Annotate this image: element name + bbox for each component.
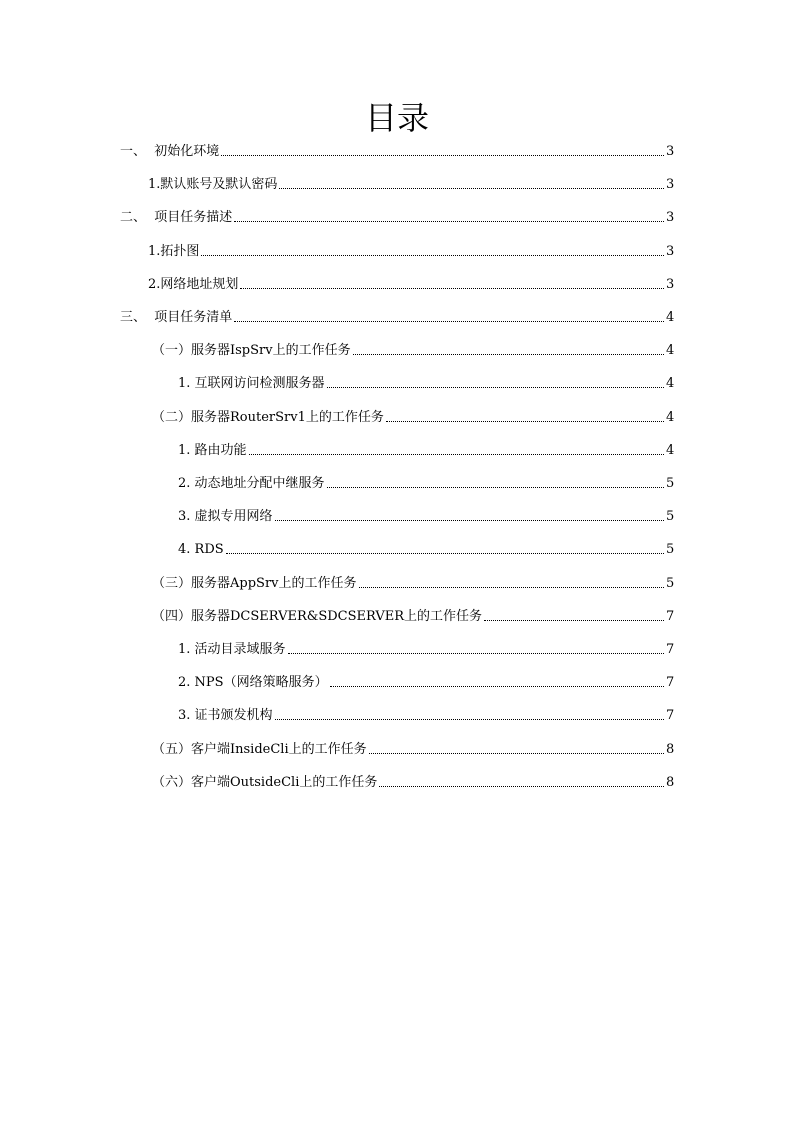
toc-entry-label: （五）客户端InsideCli上的工作任务 (152, 742, 367, 757)
toc-entry-page-number: 4 (666, 443, 675, 458)
toc-entry-label: （六）客户端OutsideCli上的工作任务 (152, 775, 378, 790)
toc-entry-page-number: 4 (666, 410, 675, 425)
toc-entry[interactable] (148, 238, 674, 260)
toc-dot-leader (288, 652, 664, 654)
toc-entry-page-number: 4 (666, 376, 675, 391)
toc-entry-page-number: 3 (666, 244, 675, 259)
toc-dot-leader (327, 486, 664, 488)
toc-entry-label: （四）服务器DCSERVER&SDCSERVER上的工作任务 (152, 609, 482, 624)
toc-entry-page-number: 3 (666, 144, 675, 159)
toc-entry-page-number: 5 (666, 476, 675, 491)
toc-dot-leader (234, 320, 664, 322)
toc-entry[interactable] (148, 171, 674, 193)
toc-entry-page-number: 8 (666, 742, 675, 757)
toc-entry[interactable] (152, 769, 674, 791)
toc-entry-page-number: 4 (666, 310, 675, 325)
toc-dot-leader (379, 785, 664, 787)
toc-dot-leader (275, 519, 664, 521)
toc-entry-label: 1.拓扑图 (148, 244, 200, 259)
toc-dot-leader (279, 187, 664, 189)
toc-entry[interactable] (178, 370, 674, 392)
toc-dot-leader (386, 420, 664, 422)
toc-entry[interactable] (178, 636, 674, 658)
toc-entry-page-number: 7 (666, 708, 675, 723)
toc-dot-leader (221, 154, 664, 156)
toc-entry[interactable] (178, 669, 674, 691)
toc-entry-label: 1. 路由功能 (178, 443, 247, 458)
toc-entry[interactable] (152, 736, 674, 758)
toc-entry-page-number: 8 (666, 775, 675, 790)
toc-entry-label: 2. NPS（网络策略服务） (178, 675, 328, 690)
toc-entry[interactable] (120, 138, 674, 160)
toc-entry[interactable] (152, 404, 674, 426)
toc-entry-page-number: 3 (666, 177, 675, 192)
toc-dot-leader (327, 386, 664, 388)
toc-dot-leader (484, 619, 664, 621)
toc-entry-page-number: 5 (666, 509, 675, 524)
toc-entry[interactable] (178, 702, 674, 724)
toc-entry-page-number: 7 (666, 609, 675, 624)
toc-entry-label: 1. 互联网访问检测服务器 (178, 376, 325, 391)
toc-entry-label: （一）服务器IspSrv上的工作任务 (152, 343, 351, 358)
toc-entry-label: 3. 虚拟专用网络 (178, 509, 273, 524)
toc-entry[interactable] (120, 304, 674, 326)
toc-entry-label: 二、 项目任务描述 (120, 210, 233, 225)
toc-dot-leader (359, 586, 665, 588)
toc-entry[interactable] (178, 470, 674, 492)
toc-entry-label: （二）服务器RouterSrv1上的工作任务 (152, 410, 384, 425)
toc-dot-leader (353, 353, 664, 355)
toc-entry[interactable] (148, 271, 674, 293)
toc-entry-label: （三）服务器AppSrv上的工作任务 (152, 576, 357, 591)
toc-dot-leader (330, 685, 664, 687)
toc-entry-label: 4. RDS (178, 542, 224, 557)
toc-entry-page-number: 3 (666, 210, 675, 225)
toc-entry[interactable] (152, 337, 674, 359)
toc-entry[interactable] (152, 570, 674, 592)
toc-entry-label: 一、 初始化环境 (120, 144, 220, 159)
toc-title: 目录 (364, 99, 429, 137)
toc-entry-label: 3. 证书颁发机构 (178, 708, 273, 723)
toc-entry-page-number: 7 (666, 675, 675, 690)
toc-dot-leader (275, 718, 664, 720)
toc-entry-page-number: 3 (666, 277, 675, 292)
toc-entry-label: 三、 项目任务清单 (120, 310, 233, 325)
toc-entry[interactable] (120, 204, 674, 226)
toc-dot-leader (201, 254, 664, 256)
toc-entry-label: 2. 动态地址分配中继服务 (178, 476, 325, 491)
toc-entry-page-number: 5 (666, 542, 675, 557)
toc-entry-label: 2.网络地址规划 (148, 277, 239, 292)
toc-entry-page-number: 5 (666, 576, 675, 591)
toc-entry-page-number: 7 (666, 642, 675, 657)
toc-entry[interactable] (178, 503, 674, 525)
toc-dot-leader (369, 752, 664, 754)
toc-entry[interactable] (152, 603, 674, 625)
toc-dot-leader (240, 287, 664, 289)
toc-dot-leader (226, 552, 664, 554)
toc-entry-page-number: 4 (666, 343, 675, 358)
toc-entry-label: 1. 活动目录域服务 (178, 642, 286, 657)
toc-entry-label: 1.默认账号及默认密码 (148, 177, 278, 192)
toc-entry[interactable] (178, 437, 674, 459)
toc-dot-leader (249, 453, 664, 455)
toc-entry[interactable] (178, 536, 674, 558)
toc-dot-leader (234, 220, 664, 222)
